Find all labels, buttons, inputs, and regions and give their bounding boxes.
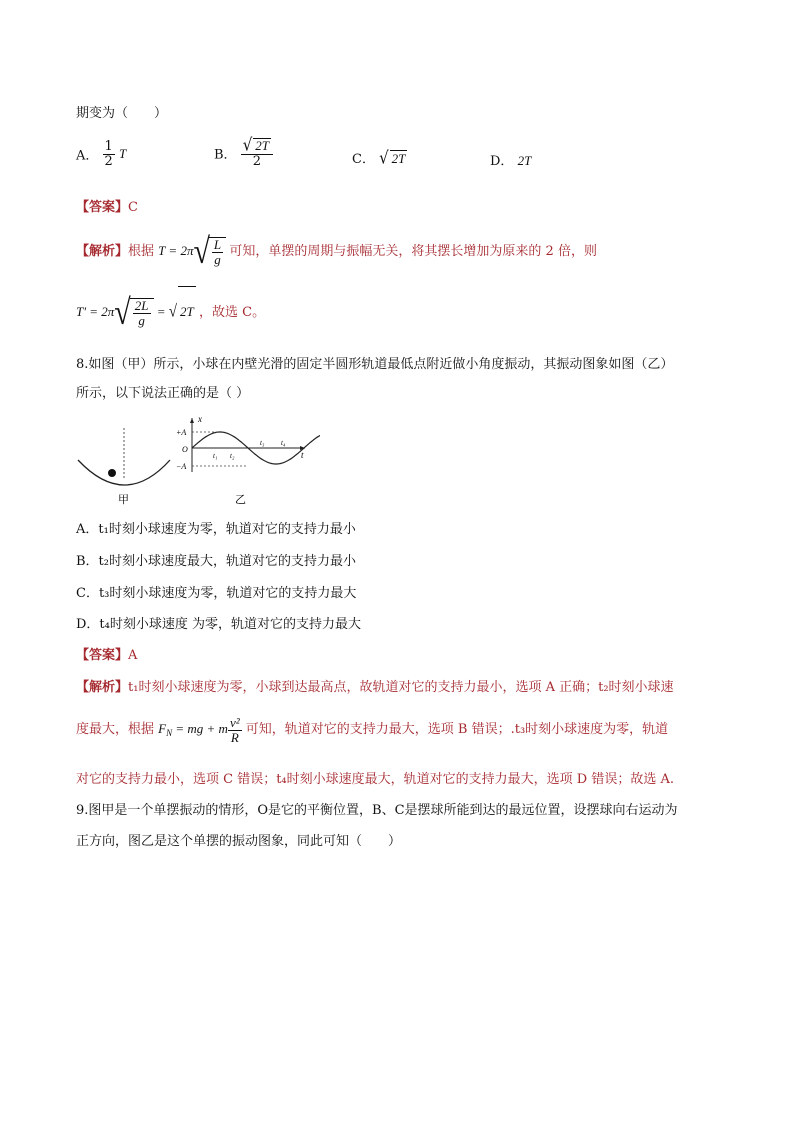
q8-option-a: A．t₁时刻小球速度为零，轨道对它的支持力最小 — [76, 522, 356, 537]
q7-option-b-label: B． — [214, 147, 237, 163]
q8-formula-sub: N — [166, 728, 173, 738]
q7-option-a — [76, 140, 126, 168]
q7-option-a-label: A． — [76, 148, 99, 164]
q7-answer-label: 【答案】 — [76, 200, 129, 215]
q8-stem-line2: 所示，以下说法正确的是（ ） — [76, 386, 250, 401]
q8-stem-line1: 8.如图（甲）所示，小球在内壁光滑的固定半圆形轨道最低点附近做小角度振动，其振动图象如图（乙） — [76, 357, 674, 372]
label-minus-a: −A — [176, 462, 187, 471]
q7-option-a-var: T — [118, 146, 127, 162]
q7-option-a-denominator: 2 — [104, 153, 113, 169]
q8-analysis-line1 — [76, 676, 674, 695]
q8-answer-label: 【答案】 — [76, 648, 129, 663]
q7-analysis-formula: T = 2π√ $\frac{L}{g}$ — [158, 243, 229, 258]
q7-line2-formula: T' = 2π√ $\frac{2L}{g}$ = √ 2T — [76, 304, 199, 319]
label-t4: t₄ — [281, 439, 286, 447]
q8-formula-num: v² — [229, 714, 240, 730]
figure-yi — [176, 414, 320, 506]
label-t2: t₂ — [230, 452, 235, 460]
q7-option-c-label: C． — [352, 152, 375, 167]
q7-analysis-line1 — [76, 226, 597, 277]
q8-analysis-formula — [158, 714, 241, 745]
q7-answer-value: C — [128, 200, 138, 215]
q8-analysis-line2-b: 可知，轨道对它的支持力最大，选项 B 错误；.t₃时刻小球速度为零，轨道 — [245, 722, 669, 737]
q7-option-b-radicand: 2T — [255, 138, 269, 153]
q7-option-b-numerator: √ 2T — [241, 138, 273, 155]
q7-formula-lhs: T = 2π — [158, 243, 194, 258]
q8-formula-den: R — [230, 729, 239, 745]
q8-answer — [76, 644, 137, 663]
q8-figure — [70, 410, 320, 510]
label-t: t — [301, 450, 304, 460]
q8-analysis-line3: 对它的支持力最小，选项 C 错误；t₄时刻小球速度最大，轨道对它的支持力最大，选项 D 错误；故选 A. — [76, 772, 674, 787]
q7-line2-num: 2L — [134, 298, 149, 314]
q7-option-c: C． √ 2T — [352, 147, 406, 169]
fig-yi-caption: 乙 — [235, 494, 246, 506]
q7-formula-fraction — [209, 237, 226, 266]
q7-formula-den: g — [214, 252, 221, 268]
q8-analysis-label: 【解析】 — [76, 680, 129, 695]
q8-analysis-line2 — [76, 708, 668, 754]
label-plus-a: +A — [176, 428, 187, 437]
q9-stem-line1: 9.图甲是一个单摆振动的情形，O是它的平衡位置，B、C是摆球所能到达的最远位置，设摆球向右运动为 — [76, 803, 678, 818]
label-t1: t₁ — [213, 452, 218, 460]
q7-line2-eq: = — [156, 304, 169, 319]
q9-stem-line2: 正方向，图乙是这个单摆的振动图象，同此可知（ ） — [76, 834, 402, 849]
q8-formula-fraction — [228, 716, 242, 744]
q7-option-c-radicand: 2T — [391, 151, 406, 166]
ball — [108, 469, 116, 477]
q8-option-b: B．t₂时刻小球速度最大，轨道对它的支持力最小 — [76, 554, 356, 569]
q7-line2-radicand: 2T — [178, 286, 196, 337]
x-axis-arrow — [190, 418, 194, 423]
q8-answer-value: A — [128, 648, 138, 663]
q8-formula-f: F — [158, 721, 167, 736]
q7-option-b-fraction — [241, 134, 273, 169]
q7-option-d — [490, 150, 531, 169]
q7-analysis-line2 — [76, 286, 265, 338]
q8-option-c: C．t₃时刻小球速度为零，轨道对它的支持力最大 — [76, 586, 357, 601]
q7-option-d-value: 2T — [517, 153, 532, 168]
figure-jia — [78, 428, 170, 506]
q8-option-d: D．t₄时刻小球速度 为零，轨道对它的支持力最大 — [76, 617, 361, 632]
label-x: x — [198, 414, 202, 424]
q8-analysis-line2-a: 度最大，根据 — [76, 722, 155, 737]
q7-option-b — [214, 134, 273, 169]
q7-analysis-label: 【解析】 — [76, 244, 129, 259]
q7-option-b-denominator: 2 — [252, 153, 261, 169]
q8-formula-mid: = mg + m — [172, 721, 228, 736]
q7-option-a-numerator: 1 — [104, 139, 113, 154]
q7-option-d-label: D． — [490, 154, 514, 169]
q7-answer — [76, 196, 138, 215]
q7-line2-fraction — [130, 298, 154, 327]
q7-stem-tail: 期变为（ ） — [76, 106, 168, 121]
q7-analysis-text: 可知，单摆的周期与振幅无关，将其摆长增加为原来的 2 倍，则 — [229, 244, 597, 259]
q7-analysis-lead: 根据 — [128, 244, 155, 259]
label-t3: t₃ — [260, 439, 265, 447]
q7-line2-tail: ，故选 C。 — [199, 305, 266, 320]
q7-line2-lhs: T' = 2π — [76, 304, 115, 319]
q7-formula-num: L — [213, 237, 222, 253]
q7-line2-den: g — [138, 313, 145, 329]
fig-jia-caption: 甲 — [118, 494, 129, 506]
q8-analysis-line1-text: t₁时刻小球速度为零，小球到达最高点，故轨道对它的支持力最小，选项 A 正确；t₂时刻小球速 — [128, 680, 674, 695]
q7-option-a-fraction — [103, 140, 115, 168]
label-origin: O — [182, 445, 188, 454]
